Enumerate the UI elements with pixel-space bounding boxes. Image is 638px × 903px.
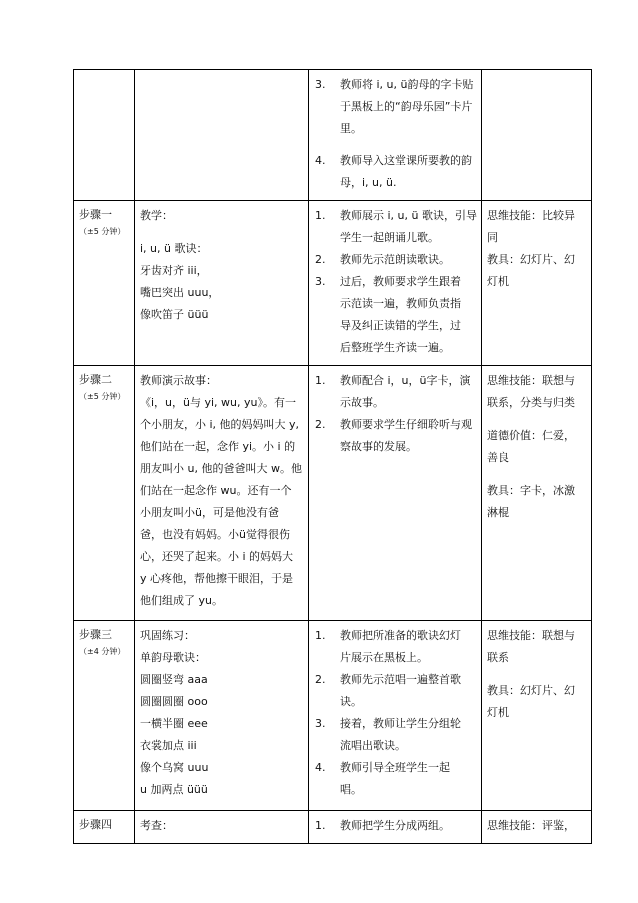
- notes-text: [482, 366, 591, 528]
- activity-line: 教师引导全班学生一起: [340, 761, 450, 774]
- content-line: u 加两点 üüü: [140, 783, 208, 796]
- notes-line: [487, 669, 587, 680]
- activity-list: [309, 621, 481, 807]
- activity-item: [315, 669, 475, 713]
- activity-line: 于黑板上的“韵母乐园”卡片: [340, 100, 473, 113]
- notes-line: 教具：字卡，冰激: [487, 484, 575, 497]
- notes-line: 同: [487, 231, 498, 244]
- step-name: [79, 70, 134, 74]
- activities-cell: [309, 70, 482, 201]
- content-line: 小朋友叫小ü，可是他没有爸: [140, 506, 279, 519]
- activity-line: 后整班学生齐读一遍。: [340, 341, 450, 354]
- activity-line: 察故事的发展。: [340, 440, 417, 453]
- content-cell: [135, 366, 309, 621]
- content-text: [135, 70, 308, 78]
- content-cell: [135, 811, 309, 844]
- activity-line: 教师展示 i, u, ü 歌诀，引导: [340, 209, 477, 222]
- notes-line: [487, 414, 587, 425]
- table-row: [74, 811, 592, 844]
- content-line: 教师演示故事：: [140, 374, 217, 387]
- content-line: [140, 227, 302, 238]
- notes-cell: [482, 70, 592, 201]
- notes-line: 善良: [487, 451, 509, 464]
- step-name: 步骤三: [79, 628, 112, 641]
- content-line: 牙齿对齐 iii，: [140, 264, 208, 277]
- content-line: 爸，也没有妈妈。小ü觉得很伤: [140, 528, 290, 541]
- activity-line: 片展示在黑板上。: [340, 651, 428, 664]
- content-text: [135, 366, 308, 616]
- content-line: 们站在一起念作 wu。还有一个: [140, 484, 292, 497]
- activity-number: 1.: [315, 374, 326, 387]
- activity-item: [315, 414, 475, 458]
- activity-number: 4.: [315, 761, 326, 774]
- activity-line: 示范读一遍，教师负责指: [340, 297, 461, 310]
- notes-cell: [482, 621, 592, 811]
- notes-text: [482, 811, 591, 841]
- activity-line: 过后，教师要求学生跟着: [340, 275, 461, 288]
- notes-text: [482, 70, 591, 78]
- activity-list: [309, 366, 481, 464]
- activity-number: 1.: [315, 819, 326, 832]
- activity-line: 学生一起朗诵儿歌。: [340, 231, 439, 244]
- activity-line: 唱。: [340, 783, 362, 796]
- step-cell: [74, 70, 135, 201]
- activity-line: 示故事。: [340, 396, 384, 409]
- step-duration: （±5 分钟）: [79, 392, 126, 401]
- notes-line: 思维技能：联想与: [487, 629, 575, 642]
- activity-line: 母，i, u, ü.: [340, 176, 397, 189]
- activity-line: 教师先示范朗读歌诀。: [340, 253, 450, 266]
- content-cell: [135, 201, 309, 366]
- notes-text: [482, 621, 591, 728]
- notes-cell: [482, 366, 592, 621]
- content-cell: [135, 621, 309, 811]
- step-duration: （±5 分钟）: [79, 227, 126, 236]
- step-cell: [74, 621, 135, 811]
- activity-line: 教师配合 i，u，ü字卡，演: [340, 374, 471, 387]
- content-line: 一横半圈 eee: [140, 717, 208, 730]
- activity-line: 导及纠正读错的学生，过: [340, 319, 461, 332]
- content-line: 他们站在一起，念作 yi。小 i 的: [140, 440, 296, 453]
- content-line: 像个乌窝 uuu: [140, 761, 209, 774]
- activity-item: [315, 815, 475, 837]
- activity-line: 流唱出歌诀。: [340, 739, 406, 752]
- activities-cell: [309, 201, 482, 366]
- activity-number: 2.: [315, 253, 326, 266]
- activity-number: 2.: [315, 673, 326, 686]
- activity-item: [315, 271, 475, 359]
- content-line: 教学：: [140, 209, 173, 222]
- activity-line: 诀。: [340, 695, 362, 708]
- step-duration: （±4 分钟）: [79, 647, 126, 656]
- activity-item: [315, 713, 475, 757]
- table-row: [74, 366, 592, 621]
- content-text: [135, 811, 308, 841]
- content-line: i, u, ü 歌诀：: [140, 242, 208, 255]
- notes-line: 联系: [487, 651, 509, 664]
- notes-line: 道德价值：仁爱，: [487, 429, 575, 442]
- step-cell: [74, 811, 135, 844]
- activity-item: [315, 205, 475, 249]
- activities-cell: [309, 811, 482, 844]
- content-line: 考查：: [140, 819, 173, 832]
- notes-line: 教具：幻灯片、幻: [487, 253, 575, 266]
- activity-item: [315, 757, 475, 801]
- notes-line: [487, 469, 587, 480]
- content-line: 嘴巴突出 uuu，: [140, 286, 220, 299]
- content-cell: [135, 70, 309, 201]
- activity-number: 1.: [315, 629, 326, 642]
- activity-item: [315, 74, 475, 140]
- activity-line: 教师导入这堂课所要教的韵: [340, 154, 472, 167]
- activity-number: 3.: [315, 275, 326, 288]
- notes-line: 灯机: [487, 275, 509, 288]
- lesson-plan-table: [73, 69, 592, 844]
- notes-cell: [482, 811, 592, 844]
- activity-number: 3.: [315, 717, 326, 730]
- lesson-plan-body: [74, 70, 592, 844]
- activities-cell: [309, 366, 482, 621]
- content-line: 像吹笛子 üüü: [140, 308, 209, 321]
- activity-number: 2.: [315, 418, 326, 431]
- step-name: 步骤一: [79, 208, 112, 221]
- step-cell: [74, 366, 135, 621]
- notes-line: 思维技能：联想与: [487, 374, 575, 387]
- content-line: 《i，u，ü与 yi, wu, yu》。有一: [140, 396, 296, 409]
- content-line: y 心疼他，帮他擦干眼泪，于是: [140, 572, 294, 585]
- activity-line: 教师要求学生仔细聆听与观: [340, 418, 472, 431]
- content-line: 朋友叫小 u, 他的爸爸叫大 w。他: [140, 462, 302, 475]
- activity-item: [315, 249, 475, 271]
- notes-line: 淋棍: [487, 506, 509, 519]
- activity-line: 教师将 i, u, ü韵母的字卡贴: [340, 78, 474, 91]
- activity-list: [309, 70, 481, 200]
- content-line: 心，还哭了起来。小 i 的妈妈大: [140, 550, 294, 563]
- activity-number: 1.: [315, 209, 326, 222]
- activity-item: [315, 150, 475, 194]
- activity-line: 里。: [340, 122, 362, 135]
- activity-list: [309, 201, 481, 365]
- content-line: 圆圈圆圈 ooo: [140, 695, 208, 708]
- content-line: 巩固练习：: [140, 629, 195, 642]
- notes-line: 教具：幻灯片、幻: [487, 684, 575, 697]
- activity-line: 教师把学生分成两组。: [340, 819, 450, 832]
- table-row: [74, 70, 592, 201]
- content-line: 个小朋友，小 i, 他的妈妈叫大 y,: [140, 418, 300, 431]
- step-name: 步骤四: [79, 818, 112, 831]
- notes-text: [482, 201, 591, 297]
- activity-list: [309, 811, 481, 843]
- notes-line: 思维技能：评鉴，: [487, 819, 575, 832]
- content-line: 圆圈竖弯 aaa: [140, 673, 208, 686]
- table-row: [74, 621, 592, 811]
- activity-number: 3.: [315, 78, 326, 91]
- activities-cell: [309, 621, 482, 811]
- notes-line: 联系，分类与归类: [487, 396, 575, 409]
- notes-line: 思维技能：比较异: [487, 209, 575, 222]
- content-line: 衣裳加点 iii: [140, 739, 197, 752]
- content-line: 他们组成了 yu。: [140, 594, 223, 607]
- activity-item: [315, 625, 475, 669]
- activity-number: 4.: [315, 154, 326, 167]
- step-name: 步骤二: [79, 373, 112, 386]
- step-cell: [74, 201, 135, 366]
- activity-line: 教师把所准备的歌诀幻灯: [340, 629, 461, 642]
- content-text: [135, 201, 308, 330]
- content-text: [135, 621, 308, 805]
- notes-cell: [482, 201, 592, 366]
- activity-line: 接着，教师让学生分组轮: [340, 717, 461, 730]
- content-line: 单韵母歌诀：: [140, 651, 206, 664]
- table-row: [74, 201, 592, 366]
- notes-line: 灯机: [487, 706, 509, 719]
- activity-item: [315, 370, 475, 414]
- activity-line: 教师先示范唱一遍整首歌: [340, 673, 461, 686]
